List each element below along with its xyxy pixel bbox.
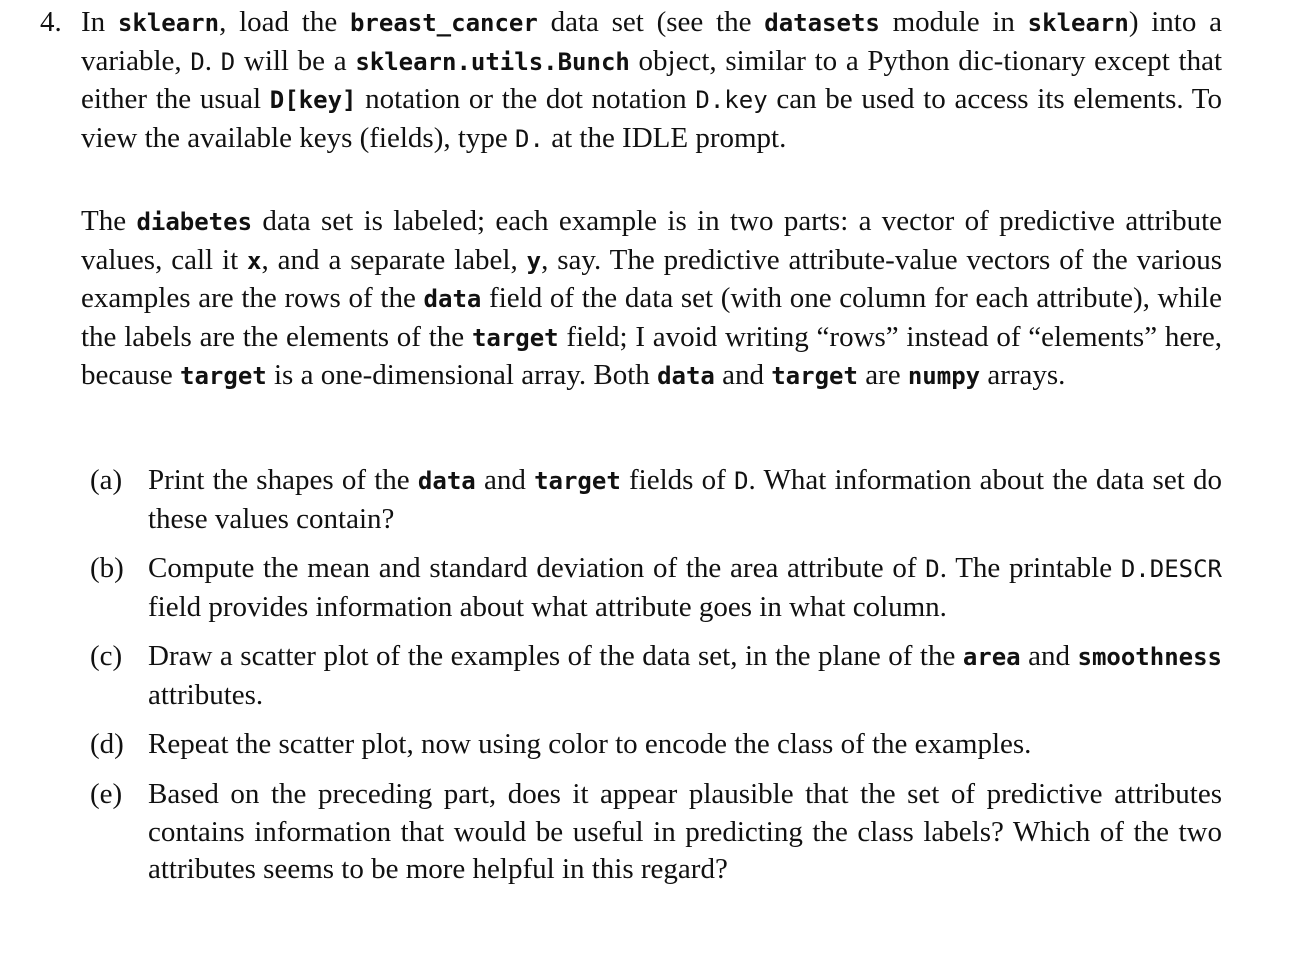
code-data: data (417, 467, 476, 495)
subquestion-e (90, 776, 1222, 889)
subquestion-text (148, 638, 1222, 714)
subquestion-label: (b) (90, 552, 124, 584)
code-breast-cancer: breast_cancer (349, 9, 538, 37)
text-run: . What information about the data set do these values contain? (148, 464, 1222, 535)
code-D-dot: D. (515, 124, 544, 153)
code-numpy: numpy (907, 362, 981, 391)
text-run: Compute the mean and standard deviation of the area attribute of (148, 552, 926, 584)
text-run: Draw a scatter plot of the examples of the data set, in the plane of the (148, 640, 963, 672)
text-run: are (857, 359, 908, 392)
subquestion-c (90, 638, 1222, 714)
text-run: Print the shapes of the (148, 464, 418, 496)
text-run: notation or the dot notation (356, 83, 696, 116)
code-target: target (471, 323, 559, 352)
subquestion-d (90, 726, 1222, 764)
code-bunch: sklearn.utils.Bunch (355, 47, 630, 76)
code-x: x (247, 246, 262, 275)
code-sklearn: sklearn (1027, 9, 1129, 37)
code-D: D (925, 555, 940, 583)
subquestion-b (90, 550, 1222, 626)
code-smoothness: smoothness (1077, 643, 1222, 671)
problem-number: 4. (40, 6, 62, 38)
text-run: attributes. (148, 678, 264, 711)
subquestion-text (148, 726, 1222, 764)
code-data: data (423, 285, 482, 314)
text-run: . (204, 44, 221, 77)
subquestion-label: (c) (90, 640, 123, 672)
text-run: is a one-dimensional array. Both (266, 359, 658, 392)
text-run: and (1020, 640, 1078, 672)
code-datasets: datasets (764, 9, 880, 37)
code-area: area (962, 643, 1021, 671)
text-run: module in (879, 6, 1028, 38)
text-run: The (81, 205, 137, 237)
code-target: target (771, 362, 858, 391)
text-run: Based on the preceding part, does it appear plausible that the set of predictive attributes contains information that would be useful in predicting the class labels? Which of the two attributes seems to be more helpful in this regard? (148, 778, 1222, 886)
text-run: can be used to access its elements. To view the available keys (fields), type (81, 83, 1222, 154)
subquestion-text (148, 550, 1222, 626)
code-diabetes: diabetes (136, 208, 253, 236)
text-run: arrays. (980, 359, 1066, 392)
code-target: target (534, 467, 621, 495)
text-run: field provides information about what attribute goes in what column. (148, 590, 947, 623)
code-D-DESCR: D.DESCR (1120, 555, 1222, 583)
text-run: . The printable (939, 552, 1121, 584)
code-D: D (734, 467, 749, 495)
text-run: , say. The predictive attribute-value vectors of the various examples are the rows of the (81, 243, 1222, 315)
text-run: In (81, 6, 118, 38)
code-target: target (180, 362, 267, 391)
text-run: , and a separate label, (261, 243, 527, 276)
text-run: field; I avoid writing “rows” instead of “elements” here, because (81, 320, 1223, 392)
code-D: D (220, 47, 236, 76)
description-paragraph (81, 203, 1222, 396)
code-sklearn: sklearn (117, 9, 220, 37)
text-run: ) into a variable, (81, 6, 1222, 77)
subquestion-a (90, 462, 1222, 538)
intro-paragraph (81, 4, 1222, 158)
text-run: and (475, 464, 535, 496)
text-run: Repeat the scatter plot, now using color to encode the class of the examples. (148, 728, 1032, 760)
text-run: object, similar to a Python dic-tionary except that either the usual (81, 44, 1223, 116)
subquestion-label: (a) (90, 464, 123, 496)
code-y: y (526, 246, 542, 275)
text-run: fields of (620, 464, 735, 496)
code-D-key-bracket: D[key] (269, 86, 357, 115)
code-data: data (657, 362, 715, 391)
subquestion-label: (e) (90, 778, 123, 810)
text-run: will be a (235, 44, 356, 77)
subquestion-text (148, 776, 1222, 889)
subquestion-text (148, 462, 1222, 538)
text-run: , load the (219, 6, 350, 38)
text-run: data set (see the (537, 6, 765, 38)
text-run: at the IDLE prompt. (543, 121, 787, 154)
code-D: D (190, 47, 205, 76)
subquestion-label: (d) (90, 728, 124, 760)
text-run: and (714, 359, 772, 392)
text-run: field of the data set (with one column for each attribute), while the labels are the elements of the (81, 282, 1222, 353)
text-run: data set is labeled; each example is in two parts: a vector of predictive attribute values, call it (81, 205, 1223, 276)
code-D-key-dot: D.key (695, 86, 768, 115)
